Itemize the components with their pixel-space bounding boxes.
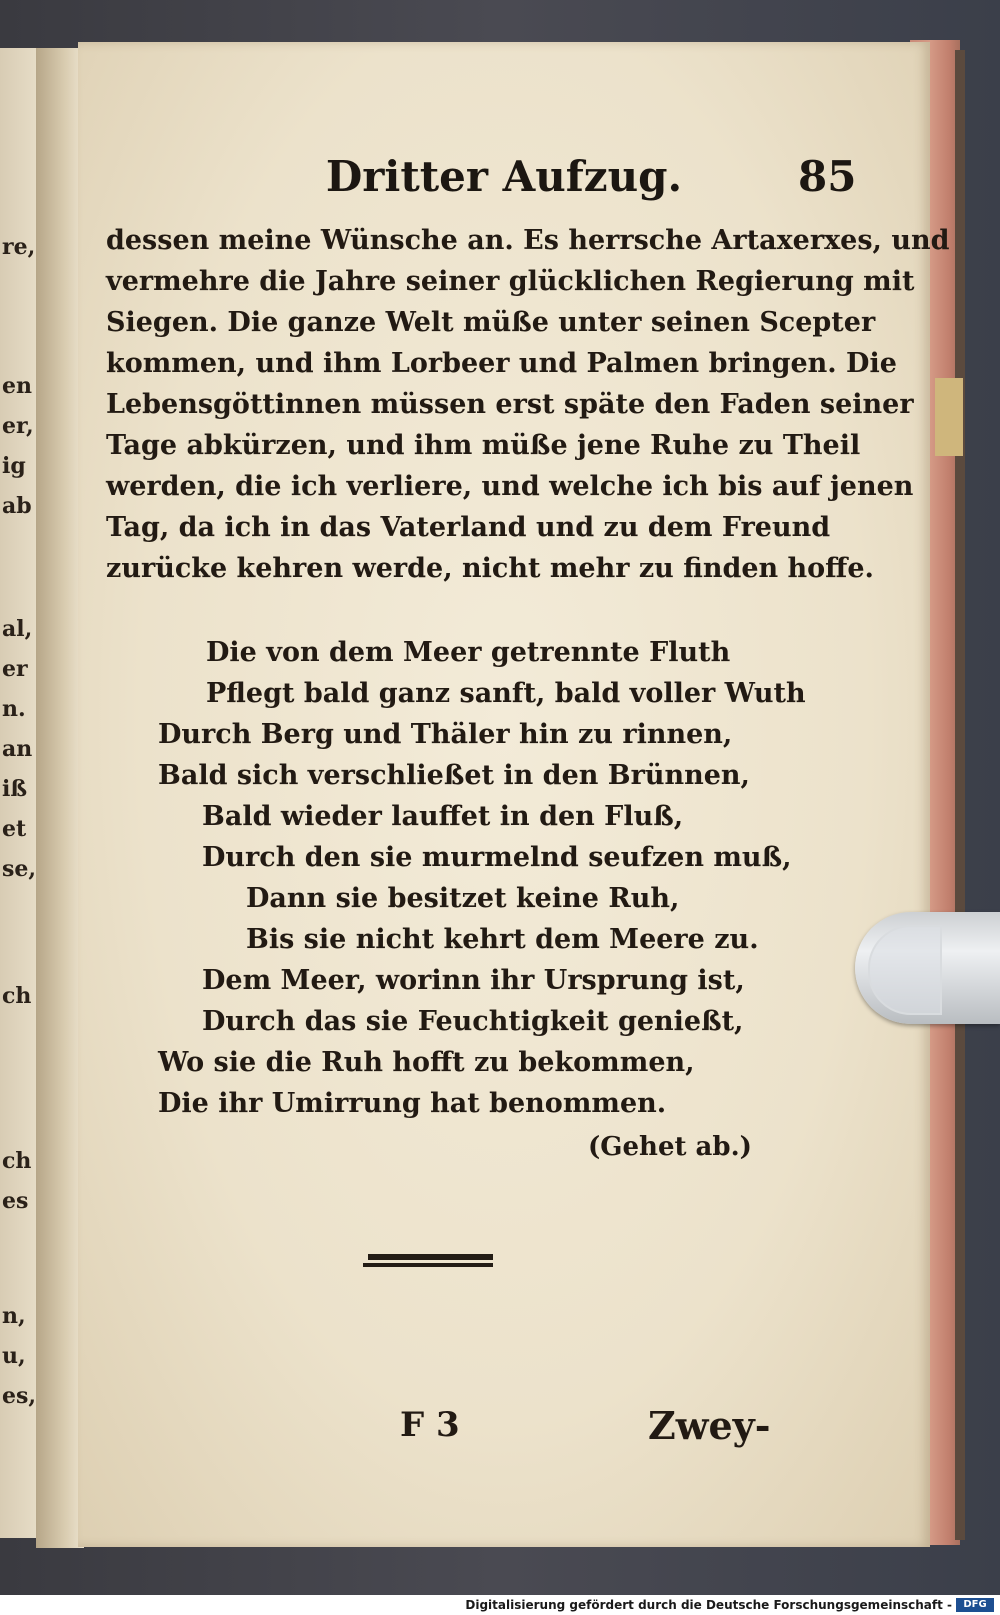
facing-page-fragment: se, [2,856,37,882]
page-clip-loop [868,925,942,1015]
facing-page-fragment: ch [2,983,32,1009]
poem-line: Bald wieder lauffet in den Fluß, [202,801,684,832]
section-rule-lower [363,1263,493,1267]
running-head: Dritter Aufzug. [325,152,683,201]
book-page [78,42,950,1547]
facing-page-fragment: er, [2,413,34,439]
facing-page-fragment: ab [2,493,32,519]
stage-direction: (Gehet ab.) [588,1132,752,1162]
page-number: 85 [798,152,857,201]
prose-line: vermehre die Jahre seiner glücklichen Regierung mit [106,266,915,297]
facing-page-fragment: al, [2,616,33,642]
poem-line: Die von dem Meer getrennte Fluth [206,637,731,668]
facing-page-fragment: ig [2,453,26,479]
facing-page-fragment: en [2,373,32,399]
prose-line: Lebensgöttinnen müssen erst späte den Faden seiner [106,389,914,420]
prose-line: kommen, und ihm Lorbeer und Palmen bringen. Die [106,348,897,379]
facing-page-fragment: n, [2,1303,26,1329]
book-gutter [36,48,84,1548]
poem-line: Bald sich verschließet in den Brünnen, [158,760,750,791]
facing-page-fragment: et [2,816,27,842]
poem-line: Bis sie nicht kehrt dem Meere zu. [246,924,759,955]
poem-line: Dem Meer, worinn ihr Ursprung ist, [202,965,745,996]
prose-line: Tag, da ich in das Vaterland und zu dem Freund [106,512,831,543]
prose-paragraph [106,220,950,589]
facing-page-fragment: es, [2,1383,37,1409]
prose-line: zurücke kehren werde, nicht mehr zu finden hoffe. [106,553,874,584]
facing-page-fragment: u, [2,1343,26,1369]
footer-credit: Digitalisierung gefördert durch die Deutsche Forschungsgemeinschaft - [465,1598,952,1612]
dfg-logo-icon: DFG [956,1598,994,1612]
cover-edge [955,50,965,1540]
poem-line: Durch den sie murmelnd seufzen muß, [202,842,792,873]
prose-line: dessen meine Wünsche an. Es herrsche Artaxerxes, und [106,225,950,256]
poem [158,632,806,1124]
poem-line: Dann sie besitzet keine Ruh, [246,883,680,914]
facing-page-fragment: n. [2,696,26,722]
poem-line: Durch Berg und Thäler hin zu rinnen, [158,719,733,750]
poem-line: Die ihr Umirrung hat benommen. [158,1088,667,1119]
facing-page-fragment: es [2,1188,29,1214]
signature-mark: F 3 [400,1405,460,1445]
poem-line: Pflegt bald ganz sanft, bald voller Wuth [206,678,806,709]
poem-line: Durch das sie Feuchtigkeit genießt, [202,1006,744,1037]
facing-page-fragment: er [2,656,28,682]
poem-line: Wo sie die Ruh hofft zu bekommen, [158,1047,695,1078]
facing-page-fragment: ch [2,1148,32,1174]
prose-line: Siegen. Die ganze Welt müße unter seinen Scepter [106,307,876,338]
section-rule [368,1254,493,1260]
prose-line: Tage abkürzen, und ihm müße jene Ruhe zu Theil [106,430,861,461]
prose-line: werden, die ich verliere, und welche ich bis auf jenen [106,471,914,502]
facing-page-fragment: re, [2,234,36,260]
facing-page-fragment: an [2,736,33,762]
bookmark-tab [935,378,963,456]
facing-page-fragment: iß [2,776,28,802]
catchword: Zwey- [648,1403,771,1448]
